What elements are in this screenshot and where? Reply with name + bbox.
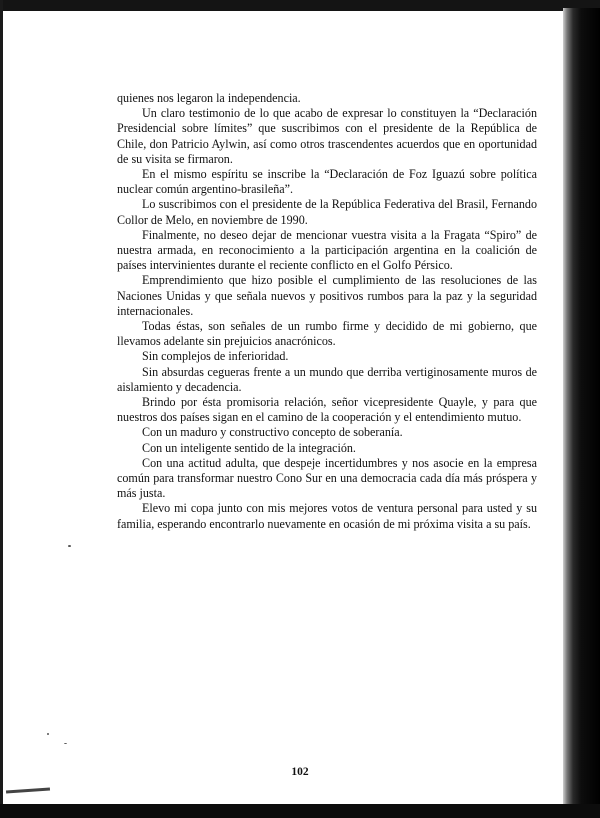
paragraph: Todas éstas, son señales de un rumbo firme y decidido de mi gobierno, que llevamos adelante sin prejuicios anacrónicos. [117,319,537,349]
paragraph: Con un inteligente sentido de la integración. [142,440,356,455]
paragraph: Con un maduro y constructivo concepto de soberanía. [142,425,403,440]
paragraph: Lo suscribimos con el presidente de la República Federativa del Brasil, Fernando Collor de Melo, en noviembre de 1990. [117,197,537,227]
paragraph: Sin absurdas cegueras frente a un mundo que derriba vertiginosamente muros de aislamiento y decadencia. [117,364,537,394]
paragraph: Finalmente, no deseo dejar de mencionar vuestra visita a la Fragata “Spiro” de nuestra armada, en reconocimiento a la participación argentina en la coalición de países intervinientes durante el reciente conflicto en el Golfo Pérsico. [117,227,537,273]
paragraph: Sin complejos de inferioridad. [142,349,289,364]
paragraph: quienes nos legaron la independencia. [117,91,301,105]
paragraph: Elevo mi copa junto con mis mejores votos de ventura personal para usted y su familia, esperando encontrarlo nuevamente en ocasión de mi próxima visita a su país. [117,501,537,531]
scan-border-top [0,0,600,11]
scan-speck [47,733,49,735]
scan-border-right [563,8,600,818]
paragraph: Con una actitud adulta, que despeje incertidumbres y nos asocie en la empresa común para transformar nuestro Cono Sur en una democracia cada día más próspera y más justa. [117,455,537,501]
scan-border-bottom [0,804,600,818]
scan-speck [68,545,71,547]
body-text [117,91,537,532]
paragraph: En el mismo espíritu se inscribe la “Declaración de Foz Iguazú sobre política nuclear común argentino-brasileña”. [117,167,537,197]
paragraph: Brindo por ésta promisoria relación, señor vicepresidente Quayle, y para que nuestros dos países sigan en el camino de la cooperación y el entendimiento mutuo. [117,395,537,425]
scan-border-left [0,0,3,818]
scan-smudge [6,787,50,793]
page-number: 102 [291,766,309,778]
paragraph: Un claro testimonio de lo que acabo de expresar lo constituyen la “Declaración Presidencial sobre límites” que suscribimos con el presidente de la República de Chile, don Patricio Aylwin, así como otros trascendentes acuerdos que en oportunidad de su visita se firmaron. [117,106,537,166]
scan-speck [64,743,67,744]
paragraph: Emprendimiento que hizo posible el cumplimiento de las resoluciones de las Naciones Unidas y que señala nuevos y positivos rumbos para la paz y la seguridad internacionales. [117,273,537,318]
